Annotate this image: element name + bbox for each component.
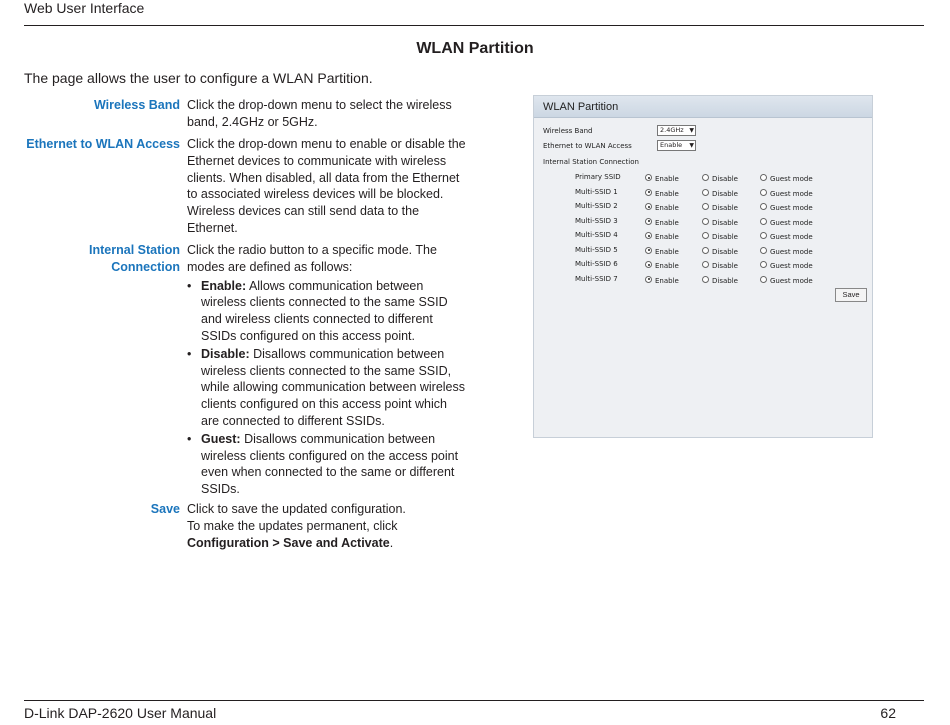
- ssid-name: Multi-SSID 2: [575, 202, 618, 210]
- term-line: Connection: [111, 259, 180, 274]
- page-title: WLAN Partition: [416, 40, 534, 57]
- desc-text-part: To make the updates permanent, click: [187, 518, 398, 533]
- bullet-text: Disallows communication between wireless clients connected to the same SSID, while allowing communication between wireless clients configured on this access point which are connected to different SSIDs.: [201, 346, 466, 428]
- list-item: [201, 431, 467, 498]
- radio-label: Enable: [655, 276, 679, 285]
- header-section: Web User Interface: [24, 0, 145, 16]
- desc-bold: Configuration > Save and Activate: [187, 535, 390, 550]
- radio-label: Disable: [712, 276, 738, 285]
- radio-disable[interactable]: [702, 218, 709, 225]
- bullet-label: Guest:: [201, 431, 241, 446]
- radio-guest[interactable]: [760, 232, 767, 239]
- desc-internal-station: [187, 242, 467, 499]
- desc-end: .: [389, 535, 394, 550]
- eth-wlan-value: Enable: [660, 141, 683, 149]
- save-button[interactable]: Save: [835, 288, 867, 302]
- radio-label: Guest mode: [770, 233, 813, 241]
- radio-enable[interactable]: [645, 247, 652, 254]
- radio-label: Disable: [712, 218, 738, 227]
- chevron-down-icon: ▼: [689, 127, 694, 134]
- wireless-band-value: 2.4GHz: [660, 126, 684, 134]
- radio-enable[interactable]: [645, 261, 652, 268]
- intro-text: The page allows the user to configure a WLAN Partition.: [24, 70, 373, 86]
- ssid-name: Multi-SSID 1: [575, 187, 618, 196]
- radio-label: Enable: [655, 233, 679, 241]
- ssid-name: Primary SSID: [575, 173, 621, 181]
- panel-title: WLAN Partition: [534, 96, 872, 118]
- chevron-down-icon: ▼: [689, 142, 694, 149]
- radio-label: Enable: [655, 218, 679, 227]
- radio-disable[interactable]: [702, 174, 709, 181]
- ssid-name: Multi-SSID 6: [575, 260, 618, 268]
- radio-label: Enable: [655, 189, 679, 198]
- radio-label: Enable: [655, 262, 679, 270]
- radio-label: Enable: [655, 175, 679, 183]
- radio-disable[interactable]: [702, 247, 709, 254]
- radio-label: Enable: [655, 204, 679, 212]
- desc-text: Click the radio button to a specific mode. The modes are defined as follows:: [187, 243, 437, 274]
- wireless-band-select[interactable]: [657, 125, 696, 136]
- footer-manual: D-Link DAP-2620 User Manual: [24, 705, 217, 721]
- desc-text: Click to save the updated configuration.: [187, 502, 406, 516]
- radio-label: Guest mode: [770, 276, 813, 285]
- desc-wireless-band: Click the drop-down menu to select the wireless band, 2.4GHz or 5GHz.: [187, 98, 452, 129]
- radio-disable[interactable]: [702, 203, 709, 210]
- radio-guest[interactable]: [760, 276, 767, 283]
- radio-guest[interactable]: [760, 247, 767, 254]
- radio-enable[interactable]: [645, 276, 652, 283]
- desc-ethernet-wlan: Click the drop-down menu to enable or disable the Ethernet devices to communicate with wireless clients. When disabled, all data from the Ethernet to associated wireless devices will be blocked. Wireless devices can still send data to the Ethernet.: [187, 137, 466, 235]
- radio-guest[interactable]: [760, 203, 767, 210]
- term-save: Save: [150, 502, 180, 516]
- radio-label: Disable: [712, 204, 738, 212]
- mode-list: [187, 278, 467, 498]
- list-item: [201, 346, 467, 430]
- isc-label: Internal Station Connection: [543, 158, 639, 166]
- radio-enable[interactable]: [645, 218, 652, 225]
- bullet-label: Disable:: [201, 346, 250, 361]
- radio-guest[interactable]: [760, 174, 767, 181]
- bullet-text: Disallows communication between wireless clients configured on the access point even when connected to the same or different SSIDs.: [201, 431, 459, 497]
- radio-label: Guest mode: [770, 247, 813, 256]
- ssid-name: Multi-SSID 5: [575, 245, 618, 254]
- footer-page-number: 62: [880, 705, 896, 721]
- radio-label: Guest mode: [770, 218, 813, 227]
- bullet-text: Allows communication between wireless clients connected to the same SSID and wireless clients connected to different SSIDs configured on this access point.: [201, 278, 448, 343]
- radio-enable[interactable]: [645, 174, 652, 181]
- radio-label: Enable: [655, 247, 679, 256]
- radio-enable[interactable]: [645, 189, 652, 196]
- radio-disable[interactable]: [702, 232, 709, 239]
- eth-wlan-label: Ethernet to WLAN Access: [543, 142, 632, 150]
- wireless-band-label: Wireless Band: [543, 127, 593, 135]
- radio-disable[interactable]: [702, 189, 709, 196]
- term-ethernet-wlan: Ethernet to WLAN Access: [26, 137, 180, 151]
- radio-enable[interactable]: [645, 232, 652, 239]
- desc-text: [187, 535, 467, 552]
- header-rule: [24, 25, 924, 26]
- ssid-name: Multi-SSID 4: [575, 231, 618, 239]
- footer-rule: [24, 700, 924, 701]
- radio-label: Disable: [712, 189, 738, 198]
- ssid-name: Multi-SSID 3: [575, 216, 618, 225]
- radio-enable[interactable]: [645, 203, 652, 210]
- bullet-label: Enable:: [201, 278, 247, 293]
- radio-label: Guest mode: [770, 175, 813, 183]
- radio-guest[interactable]: [760, 218, 767, 225]
- desc-text: [187, 518, 467, 535]
- term-internal-station: [24, 242, 180, 276]
- term-wireless-band: Wireless Band: [93, 98, 180, 112]
- radio-label: Guest mode: [770, 204, 813, 212]
- radio-guest[interactable]: [760, 261, 767, 268]
- wlan-partition-panel: [533, 95, 873, 438]
- desc-save: [187, 501, 467, 551]
- radio-disable[interactable]: [702, 276, 709, 283]
- term-line: Internal Station: [89, 243, 180, 257]
- radio-guest[interactable]: [760, 189, 767, 196]
- ssid-name: Multi-SSID 7: [575, 274, 618, 283]
- eth-wlan-select[interactable]: [657, 140, 696, 151]
- radio-label: Guest mode: [770, 262, 813, 270]
- radio-label: Guest mode: [770, 189, 813, 198]
- list-item: [201, 278, 467, 345]
- radio-label: Disable: [712, 233, 738, 241]
- radio-label: Disable: [712, 175, 738, 183]
- radio-label: Disable: [712, 247, 738, 256]
- radio-label: Disable: [712, 262, 738, 270]
- radio-disable[interactable]: [702, 261, 709, 268]
